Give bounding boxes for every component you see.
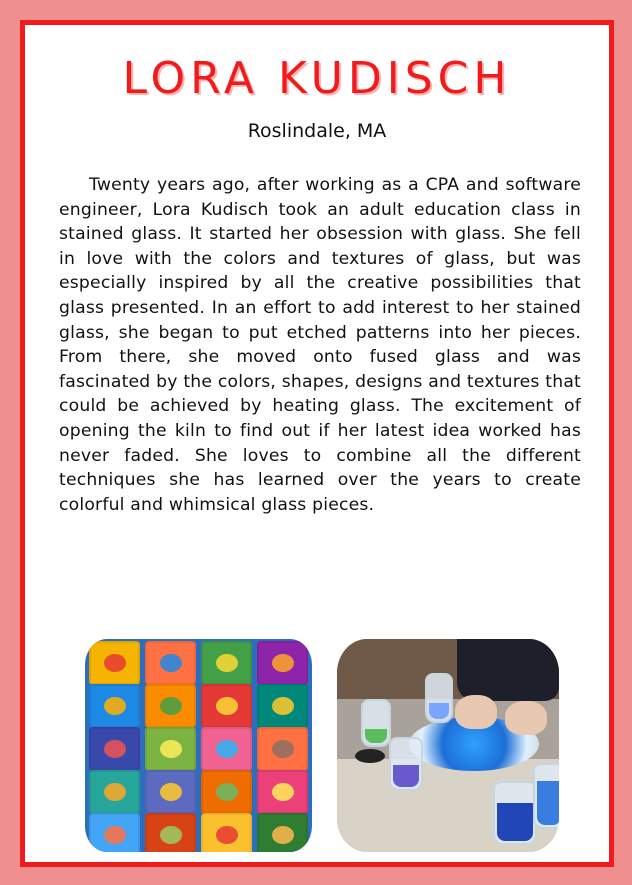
glass-tile (89, 727, 140, 771)
glass-tile (257, 684, 308, 728)
tile-motif-icon (160, 740, 182, 758)
glass-frit-jar (533, 763, 559, 829)
glass-tile (201, 770, 252, 814)
glass-tile (89, 684, 140, 728)
glass-workbench-photo (337, 639, 559, 852)
glass-tile (145, 641, 196, 685)
glass-tile (89, 770, 140, 814)
glass-tile (145, 770, 196, 814)
artist-name-title: LORA KUDISCH (122, 53, 512, 104)
glass-tile (145, 684, 196, 728)
glass-frit-jar (425, 673, 453, 723)
glass-tile (201, 641, 252, 685)
glass-tile (201, 684, 252, 728)
tile-motif-icon (216, 826, 238, 844)
jar-lid (355, 749, 385, 763)
tile-motif-icon (272, 783, 294, 801)
glass-tile (257, 727, 308, 771)
tile-motif-icon (104, 826, 126, 844)
artist-arm (457, 639, 559, 701)
glass-tile (257, 641, 308, 685)
glass-frit-jar (389, 737, 423, 791)
glass-frit-jar (493, 781, 537, 845)
tile-motif-icon (104, 654, 126, 672)
glass-tile (201, 813, 252, 852)
tile-motif-icon (160, 697, 182, 715)
artist-location: Roslindale, MA (247, 120, 387, 142)
tile-motif-icon (216, 740, 238, 758)
glass-tile (257, 813, 308, 852)
tile-motif-icon (160, 826, 182, 844)
glass-tile (201, 727, 252, 771)
glass-tile (145, 813, 196, 852)
glass-tile (145, 727, 196, 771)
tile-motif-icon (216, 654, 238, 672)
tile-motif-icon (272, 740, 294, 758)
glass-tile (257, 770, 308, 814)
tile-motif-icon (160, 783, 182, 801)
tile-motif-icon (272, 697, 294, 715)
tile-motif-icon (104, 740, 126, 758)
tile-motif-icon (160, 654, 182, 672)
fused-glass-tiles-photo (85, 639, 312, 852)
tile-motif-icon (104, 697, 126, 715)
artist-hand-right (505, 701, 547, 735)
tile-motif-icon (272, 654, 294, 672)
tile-motif-icon (104, 783, 126, 801)
artist-hand-left (455, 695, 497, 729)
tile-motif-icon (272, 826, 294, 844)
poster-frame (20, 20, 614, 867)
tile-motif-icon (216, 783, 238, 801)
glass-tile (89, 813, 140, 852)
tile-motif-icon (216, 697, 238, 715)
glass-tile (89, 641, 140, 685)
glass-frit-jar (361, 699, 391, 747)
artist-bio-paragraph: Twenty years ago, after working as a CPA and software engineer, Lora Kudisch took an adult education class in stained glass. It started her obsession with glass. She fell in love with the colors and textures of glass, but was especially inspired by all the creative possibilities that glass presented. In an effort to add interest to her stained glass, she began to put etched patterns into her pieces. From there, she moved onto fused glass and was fascinated by the colors, shapes, designs and textures that could be achieved by heating glass. The excitement of opening the kiln to find out if her latest idea worked has never faded. She loves to combine all the different techniques she has learned over the years to create colorful and whimsical glass pieces. (59, 175, 581, 515)
